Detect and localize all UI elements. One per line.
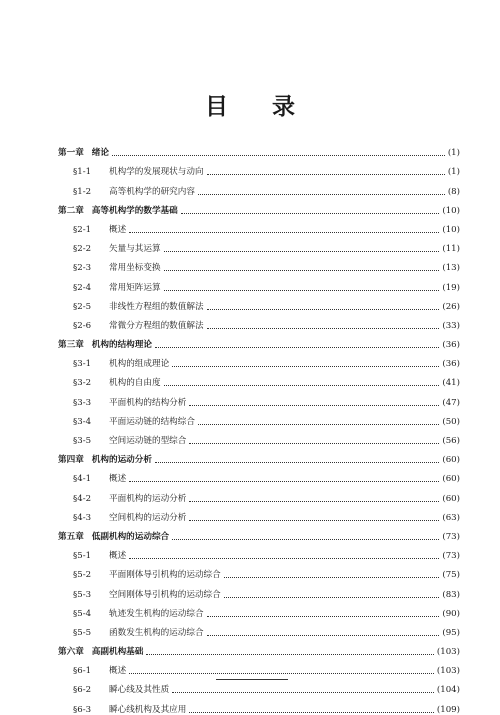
- entry-page-number: (60): [442, 455, 460, 466]
- entry-title: 概述: [109, 666, 127, 677]
- entry-number: §6-2: [73, 685, 92, 696]
- entry-title: 概述: [109, 474, 127, 485]
- dot-leader: [155, 461, 439, 463]
- entry-number: §6-1: [73, 666, 92, 677]
- toc-section-entry: [58, 695, 460, 714]
- entry-page-number: (75): [442, 570, 460, 581]
- toc-section-entry: [58, 293, 460, 312]
- toc-section-entry: [58, 273, 460, 292]
- entry-page-number: (56): [442, 436, 460, 446]
- toc-chapter-entry: [58, 197, 460, 216]
- entry-page-number: (50): [442, 416, 460, 427]
- dot-leader: [181, 212, 440, 214]
- entry-title: 绪论: [91, 148, 109, 159]
- entry-title: 常微分方程组的数值解法: [109, 320, 204, 331]
- toc-section-entry: [58, 484, 460, 503]
- toc-chapter-entry: [58, 139, 460, 158]
- entry-title: 函数发生机构的运动综合: [109, 627, 204, 638]
- entry-number: §3-4: [73, 416, 92, 427]
- title-char-1: 目: [205, 93, 228, 120]
- toc-chapter-entry: [58, 446, 460, 465]
- entry-title: 机构的组成理论: [109, 359, 170, 370]
- entry-title: 机构的运动分析: [91, 455, 152, 466]
- entry-number: §4-3: [73, 512, 92, 523]
- entry-label: [58, 187, 195, 197]
- entry-label: [58, 359, 169, 369]
- toc-section-entry: [58, 580, 460, 599]
- entry-label: [58, 532, 169, 542]
- dot-leader: [164, 269, 440, 271]
- entry-title: 高等机构学的数学基础: [91, 205, 178, 216]
- dot-leader: [129, 672, 434, 674]
- entry-label: [58, 167, 204, 177]
- entry-label: [58, 417, 195, 427]
- toc-section-entry: [58, 312, 460, 331]
- entry-page-number: (63): [442, 512, 460, 523]
- toc-section-entry: [58, 427, 460, 446]
- entry-label: [58, 551, 126, 561]
- entry-page-number: (26): [442, 301, 460, 312]
- entry-title: 机构的结构理论: [91, 340, 152, 351]
- toc-section-entry: [58, 254, 460, 273]
- entry-label: [58, 378, 161, 388]
- dot-leader: [164, 384, 440, 386]
- dot-leader: [155, 346, 439, 348]
- toc-section-entry: [58, 619, 460, 638]
- dot-leader: [129, 480, 439, 482]
- entry-label: [58, 283, 161, 293]
- dot-leader: [207, 327, 440, 329]
- entry-page-number: (41): [442, 378, 460, 389]
- entry-label: [58, 321, 204, 331]
- toc-section-entry: [58, 177, 460, 196]
- entry-label: [58, 666, 126, 676]
- entry-page-number: (36): [442, 340, 460, 351]
- entry-label: [58, 705, 186, 715]
- entry-page-number: (19): [442, 282, 460, 293]
- toc-section-entry: [58, 600, 460, 619]
- entry-label: [58, 263, 161, 273]
- dot-leader: [172, 691, 434, 693]
- toc-section-entry: [58, 216, 460, 235]
- entry-label: [58, 436, 186, 446]
- dot-leader: [112, 154, 445, 156]
- entry-page-number: (1): [447, 148, 460, 159]
- entry-label: [58, 455, 152, 465]
- dot-leader: [189, 711, 434, 713]
- entry-number: §3-3: [73, 397, 92, 408]
- entry-title: 空间机构的运动分析: [109, 512, 187, 523]
- toc-section-entry: [58, 657, 460, 676]
- toc-chapter-entry: [58, 331, 460, 350]
- entry-number: §4-2: [73, 493, 92, 504]
- entry-title: 平面刚体导引机构的运动综合: [109, 570, 221, 581]
- dot-leader: [172, 538, 439, 540]
- dot-leader: [198, 423, 439, 425]
- entry-number: 第四章: [58, 455, 84, 466]
- entry-page-number: (103): [436, 647, 460, 658]
- entry-page-number: (1): [447, 167, 460, 178]
- entry-label: [58, 302, 204, 312]
- entry-number: §2-2: [73, 244, 92, 255]
- page-title: [0, 88, 500, 121]
- entry-title: 轨迹发生机构的运动综合: [109, 608, 204, 619]
- dot-leader: [172, 365, 439, 367]
- entry-label: [58, 513, 186, 523]
- entry-number: 第六章: [58, 647, 84, 658]
- entry-title: 常用坐标变换: [109, 263, 161, 274]
- entry-page-number: (10): [442, 205, 460, 216]
- entry-number: 第五章: [58, 531, 84, 542]
- dot-leader: [207, 308, 440, 310]
- entry-page-number: (33): [442, 320, 460, 331]
- entry-number: §3-5: [73, 436, 92, 446]
- entry-title: 机构学的发展现状与动向: [109, 167, 204, 178]
- entry-title: 高等机构学的研究内容: [109, 186, 195, 197]
- entry-page-number: (103): [436, 666, 460, 677]
- toc-section-entry: [58, 542, 460, 561]
- entry-number: §5-4: [73, 608, 92, 619]
- toc-section-entry: [58, 388, 460, 407]
- table-of-contents: [58, 139, 460, 715]
- entry-page-number: (36): [442, 359, 460, 370]
- entry-number: §2-1: [73, 224, 92, 235]
- entry-title: 平面运动链的结构综合: [109, 416, 195, 427]
- toc-section-entry: [58, 408, 460, 427]
- entry-page-number: (73): [442, 531, 460, 542]
- dot-leader: [164, 289, 440, 291]
- entry-number: §4-1: [73, 474, 92, 485]
- entry-page-number: (47): [442, 397, 460, 408]
- dot-leader: [189, 500, 439, 502]
- entry-label: [58, 206, 178, 216]
- dot-leader: [146, 653, 434, 655]
- dot-leader: [189, 404, 439, 406]
- entry-number: §3-1: [73, 359, 92, 370]
- entry-label: [58, 685, 169, 695]
- entry-number: §2-5: [73, 301, 92, 312]
- entry-page-number: (13): [442, 263, 460, 274]
- entry-number: §2-4: [73, 282, 92, 293]
- entry-number: §5-2: [73, 570, 92, 581]
- entry-page-number: (104): [436, 685, 460, 696]
- entry-title: 空间刚体导引机构的运动综合: [109, 589, 221, 600]
- entry-title: 概述: [109, 551, 127, 562]
- toc-section-entry: [58, 561, 460, 580]
- dot-leader: [198, 193, 445, 195]
- title-char-2: 录: [272, 93, 295, 120]
- dot-leader: [164, 250, 440, 252]
- toc-chapter-entry: [58, 638, 460, 657]
- entry-page-number: (73): [442, 551, 460, 562]
- toc-section-entry: [58, 369, 460, 388]
- entry-title: 机构的自由度: [109, 378, 161, 389]
- dot-leader: [207, 173, 445, 175]
- dot-leader: [129, 557, 439, 559]
- entry-title: 瞬心线机构及其应用: [109, 704, 187, 715]
- entry-number: §2-3: [73, 263, 92, 274]
- entry-label: [58, 340, 152, 350]
- entry-label: [58, 225, 126, 235]
- entry-label: [58, 148, 109, 158]
- entry-number: §1-1: [73, 167, 92, 178]
- entry-number: §1-2: [73, 186, 92, 197]
- entry-page-number: (109): [436, 704, 460, 715]
- entry-label: [58, 398, 186, 408]
- entry-page-number: (95): [442, 627, 460, 638]
- toc-chapter-entry: [58, 523, 460, 542]
- dot-leader: [189, 442, 439, 444]
- entry-number: §6-3: [73, 704, 92, 715]
- toc-section-entry: [58, 158, 460, 177]
- entry-title: 概述: [109, 224, 127, 235]
- entry-page-number: (11): [442, 244, 460, 255]
- entry-label: [58, 628, 204, 638]
- entry-title: 空间运动链的型综合: [109, 436, 187, 446]
- entry-label: [58, 244, 161, 254]
- entry-title: 低副机构的运动综合: [91, 531, 170, 542]
- dot-leader: [129, 231, 439, 233]
- entry-number: §5-5: [73, 627, 92, 638]
- entry-number: §3-2: [73, 378, 92, 389]
- entry-label: [58, 647, 143, 657]
- entry-number: §5-1: [73, 551, 92, 562]
- entry-page-number: (8): [447, 186, 460, 197]
- toc-section-entry: [58, 465, 460, 484]
- entry-number: §2-6: [73, 320, 92, 331]
- entry-number: 第三章: [58, 340, 84, 351]
- entry-page-number: (10): [442, 224, 460, 235]
- entry-title: 常用矩阵运算: [109, 282, 161, 293]
- dot-leader: [224, 596, 440, 598]
- entry-number: §5-3: [73, 589, 92, 600]
- toc-section-entry: [58, 504, 460, 523]
- entry-title: 非线性方程组的数值解法: [109, 301, 204, 312]
- entry-title: 平面机构的结构分析: [109, 397, 187, 408]
- dot-leader: [224, 576, 440, 578]
- entry-label: [58, 570, 221, 580]
- entry-number: 第一章: [58, 148, 84, 159]
- entry-number: 第二章: [58, 205, 84, 216]
- entry-page-number: (83): [442, 589, 460, 600]
- entry-label: [58, 474, 126, 484]
- entry-label: [58, 609, 204, 619]
- entry-title: 矢量与其运算: [109, 244, 161, 255]
- entry-title: 高副机构基础: [91, 647, 144, 658]
- entry-label: [58, 590, 221, 600]
- dot-leader: [189, 519, 439, 521]
- entry-page-number: (60): [442, 474, 460, 485]
- entry-title: 平面机构的运动分析: [109, 493, 187, 504]
- dot-leader: [207, 634, 440, 636]
- entry-title: 瞬心线及其性质: [109, 685, 170, 696]
- footer-rule: [216, 679, 288, 680]
- entry-page-number: (60): [442, 493, 460, 504]
- entry-page-number: (90): [442, 608, 460, 619]
- entry-label: [58, 494, 186, 504]
- toc-section-entry: [58, 235, 460, 254]
- toc-section-entry: [58, 350, 460, 369]
- dot-leader: [207, 615, 440, 617]
